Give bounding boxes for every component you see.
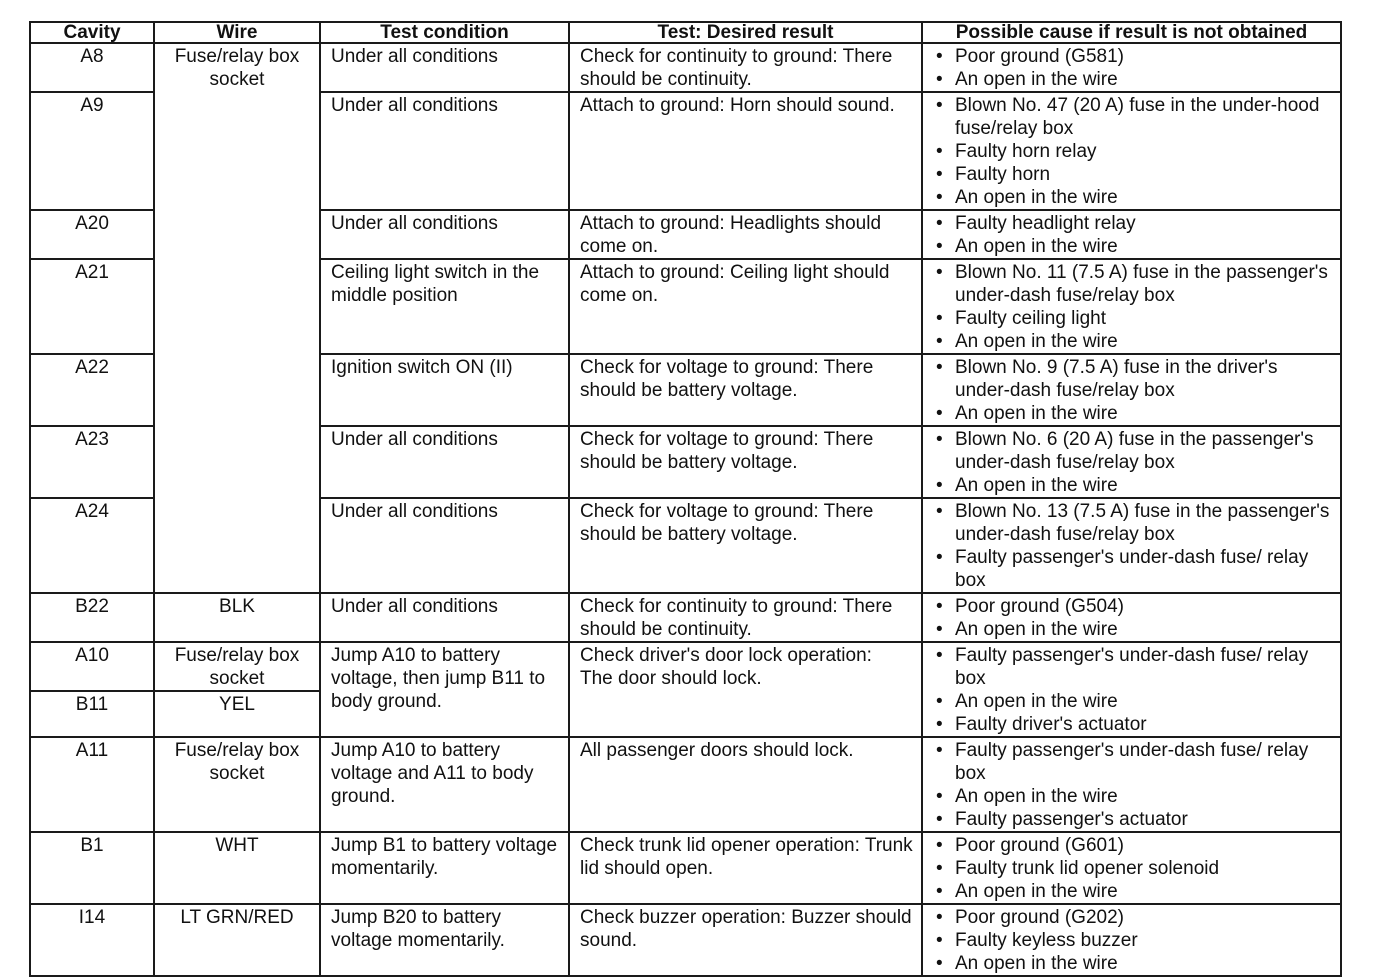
header-possible-cause: Possible cause if result is not obtained [922, 22, 1341, 43]
cause-item: • Poor ground (G202) [933, 906, 1336, 929]
condition-cell: Jump A10 to battery voltage, then jump B11 to body ground. [320, 642, 569, 737]
condition-cell: Jump B1 to battery voltage momentarily. [320, 832, 569, 904]
condition-cell: Under all conditions [320, 426, 569, 498]
cause-item: • An open in the wire [933, 235, 1336, 258]
cavity-cell: A9 [30, 92, 154, 210]
result-cell: Attach to ground: Ceiling light should come on. [569, 259, 922, 354]
cause-item: • Faulty horn relay [933, 140, 1336, 163]
wire-cell: BLK [154, 593, 320, 642]
cause-item: • Blown No. 13 (7.5 A) fuse in the passenger's under-dash fuse/relay box [933, 500, 1336, 546]
cause-item: • Faulty headlight relay [933, 212, 1336, 235]
condition-cell: Ceiling light switch in the middle position [320, 259, 569, 354]
cause-cell [922, 43, 1341, 92]
result-cell: Attach to ground: Headlights should come on. [569, 210, 922, 259]
result-cell: Check trunk lid opener operation: Trunk lid should open. [569, 832, 922, 904]
header-wire: Wire [154, 22, 320, 43]
wire-cell: LT GRN/RED [154, 904, 320, 976]
table-row [30, 593, 1341, 642]
cause-item: • An open in the wire [933, 618, 1336, 641]
result-cell: Check for voltage to ground: There should be battery voltage. [569, 426, 922, 498]
cavity-cell: A23 [30, 426, 154, 498]
cause-item: • Faulty horn [933, 163, 1336, 186]
wire-cell: Fuse/relay box socket [154, 642, 320, 691]
result-cell: Check for continuity to ground: There should be continuity. [569, 43, 922, 92]
cause-cell [922, 498, 1341, 593]
result-line: The door should lock. [580, 668, 762, 689]
result-cell: Check for voltage to ground: There should be battery voltage. [569, 354, 922, 426]
cause-item: • An open in the wire [933, 402, 1336, 425]
cause-item: • Faulty driver's actuator [933, 713, 1336, 736]
wire-cell: WHT [154, 832, 320, 904]
result-cell: Check buzzer operation: Buzzer should sound. [569, 904, 922, 976]
cause-cell [922, 259, 1341, 354]
condition-cell: Ignition switch ON (II) [320, 354, 569, 426]
cause-cell [922, 642, 1341, 737]
condition-cell: Under all conditions [320, 43, 569, 92]
cause-cell [922, 832, 1341, 904]
cavity-cell: A11 [30, 737, 154, 832]
cause-item: • An open in the wire [933, 474, 1336, 497]
condition-cell: Under all conditions [320, 210, 569, 259]
table-row [30, 737, 1341, 832]
cause-cell [922, 354, 1341, 426]
cause-cell [922, 904, 1341, 976]
cause-cell [922, 426, 1341, 498]
cause-item: • Blown No. 47 (20 A) fuse in the under-hood fuse/relay box [933, 94, 1336, 140]
cavity-cell: A10 [30, 642, 154, 691]
cause-cell [922, 210, 1341, 259]
cause-item: • An open in the wire [933, 330, 1336, 353]
cause-item: • Faulty passenger's actuator [933, 808, 1336, 831]
cause-item: • Faulty passenger's under-dash fuse/ relay box [933, 739, 1336, 785]
result-cell: Check for continuity to ground: There should be continuity. [569, 593, 922, 642]
cause-item: • Poor ground (G601) [933, 834, 1336, 857]
cavity-cell: A24 [30, 498, 154, 593]
cavity-cell: A8 [30, 43, 154, 92]
cavity-cell: B1 [30, 832, 154, 904]
condition-cell: Under all conditions [320, 593, 569, 642]
result-cell: Attach to ground: Horn should sound. [569, 92, 922, 210]
cavity-cell: I14 [30, 904, 154, 976]
table-row [30, 43, 1341, 92]
cause-cell [922, 593, 1341, 642]
cause-item: • Blown No. 9 (7.5 A) fuse in the driver's under-dash fuse/relay box [933, 356, 1336, 402]
cause-item: • Faulty trunk lid opener solenoid [933, 857, 1336, 880]
cause-item: • Poor ground (G581) [933, 45, 1336, 68]
cause-item: • Blown No. 6 (20 A) fuse in the passenger's under-dash fuse/relay box [933, 428, 1336, 474]
wire-cell: YEL [154, 691, 320, 737]
condition-cell: Under all conditions [320, 92, 569, 210]
cavity-cell: B11 [30, 691, 154, 737]
header-row [30, 22, 1341, 43]
cause-item: • An open in the wire [933, 186, 1336, 209]
header-test-condition: Test condition [320, 22, 569, 43]
test-table [29, 21, 1342, 977]
cause-item: • An open in the wire [933, 952, 1336, 975]
table-row [30, 642, 1341, 691]
wire-cell: Fuse/relay box socket [154, 43, 320, 593]
cavity-cell: A20 [30, 210, 154, 259]
wire-cell: Fuse/relay box socket [154, 737, 320, 832]
cavity-cell: A22 [30, 354, 154, 426]
cause-item: • An open in the wire [933, 785, 1336, 808]
cavity-cell: A21 [30, 259, 154, 354]
cause-item: • Poor ground (G504) [933, 595, 1336, 618]
cause-item: • Blown No. 11 (7.5 A) fuse in the passenger's under-dash fuse/relay box [933, 261, 1336, 307]
cause-cell [922, 737, 1341, 832]
cause-item: • Faulty passenger's under-dash fuse/ relay box [933, 546, 1336, 592]
table-row [30, 904, 1341, 976]
result-cell: All passenger doors should lock. [569, 737, 922, 832]
cause-item: • An open in the wire [933, 690, 1336, 713]
result-line: Check driver's door lock operation: [580, 645, 872, 666]
condition-cell: Jump A10 to battery voltage and A11 to body ground. [320, 737, 569, 832]
cavity-cell: B22 [30, 593, 154, 642]
header-desired-result: Test: Desired result [569, 22, 922, 43]
cause-item: • Faulty keyless buzzer [933, 929, 1336, 952]
cause-item: • An open in the wire [933, 68, 1336, 91]
result-cell [569, 642, 922, 737]
header-cavity: Cavity [30, 22, 154, 43]
cause-cell [922, 92, 1341, 210]
result-cell: Check for voltage to ground: There should be battery voltage. [569, 498, 922, 593]
cause-item: • Faulty passenger's under-dash fuse/ relay box [933, 644, 1336, 690]
cause-item: • An open in the wire [933, 880, 1336, 903]
table-row [30, 832, 1341, 904]
condition-cell: Jump B20 to battery voltage momentarily. [320, 904, 569, 976]
cause-item: • Faulty ceiling light [933, 307, 1336, 330]
condition-cell: Under all conditions [320, 498, 569, 593]
